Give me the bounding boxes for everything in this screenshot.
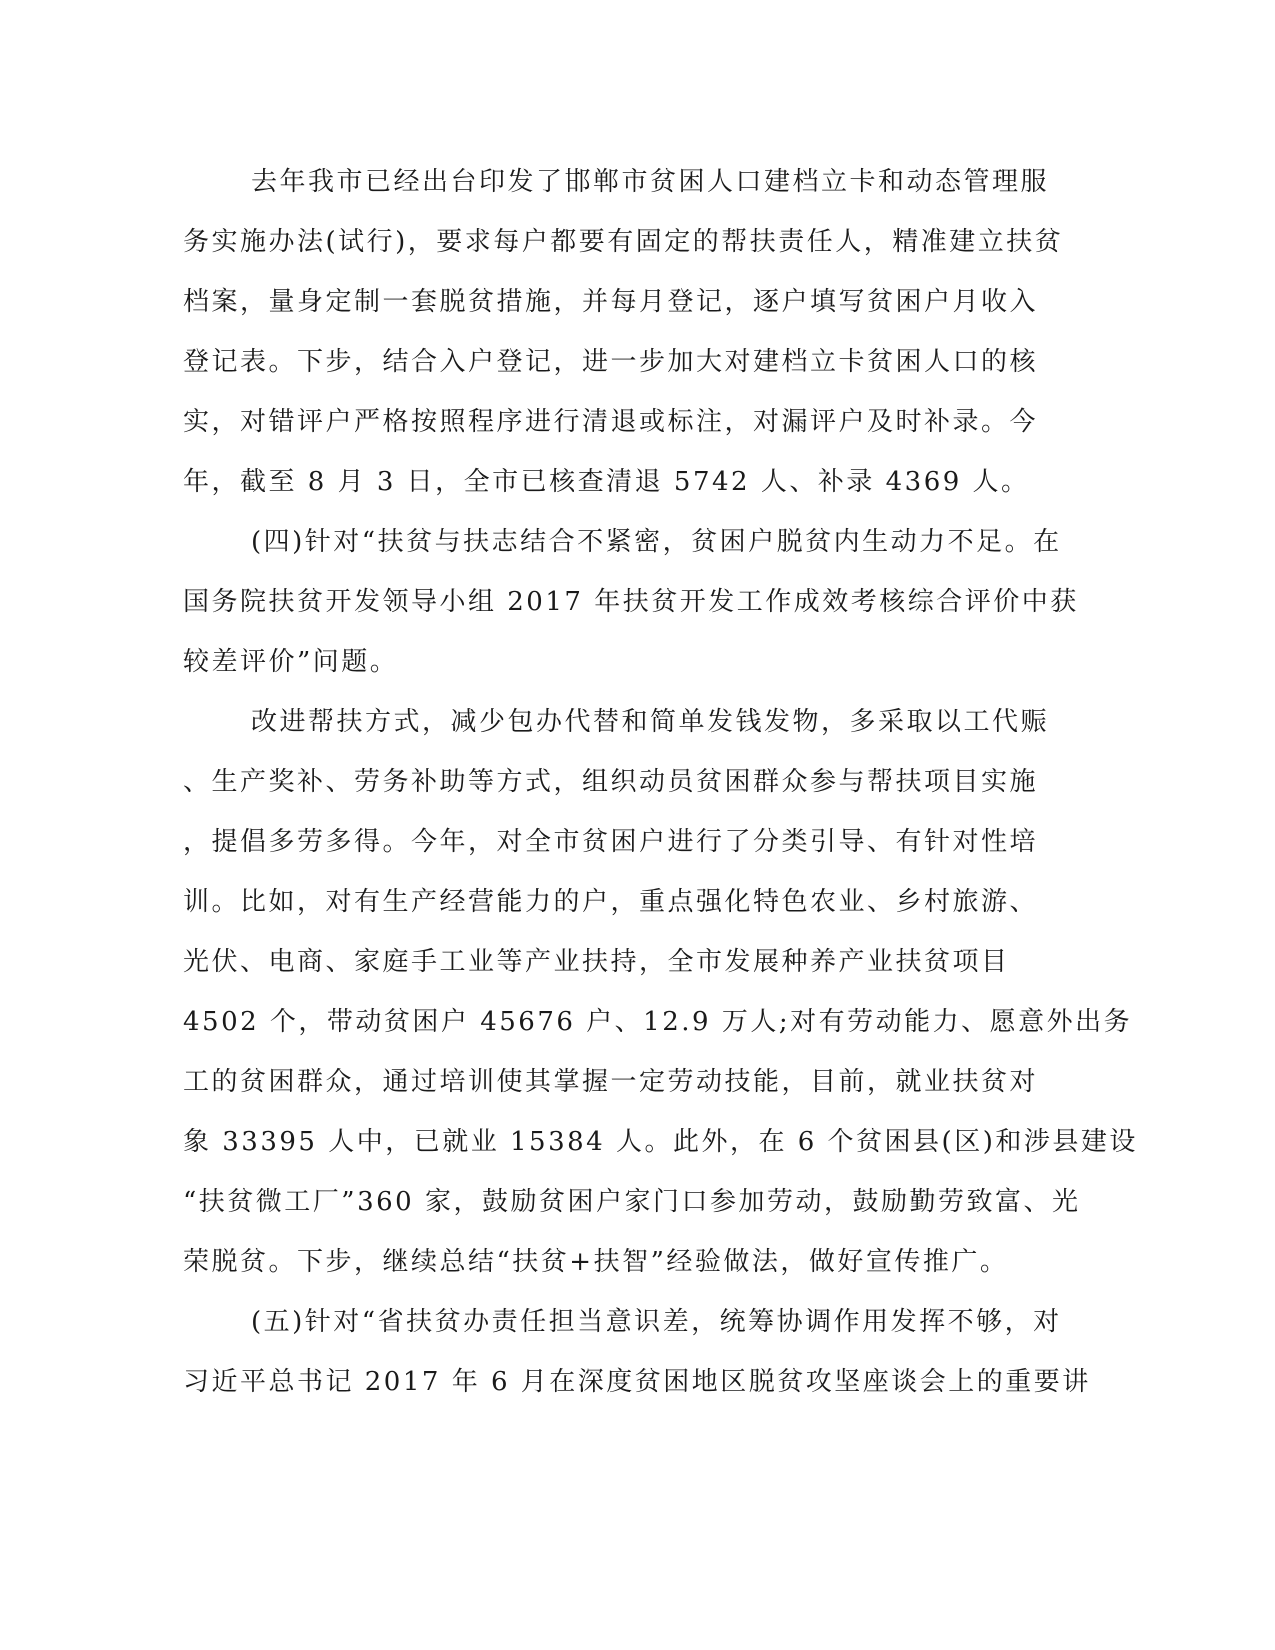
- paragraph-line: 实，对错评户严格按照程序进行清退或标注，对漏评户及时补录。今: [183, 407, 1039, 437]
- paragraph-line: 较差评价”问题。: [183, 647, 399, 677]
- paragraph-line: 、生产奖补、劳务补助等方式，组织动员贫困群众参与帮扶项目实施: [183, 767, 1039, 797]
- paragraph-line: 象 33395 人中，已就业 15384 人。此外，在 6 个贫困县(区)和涉县建设: [183, 1127, 1138, 1157]
- paragraph: [183, 1292, 1091, 1412]
- paragraph-line: 年，截至 8 月 3 日，全市已核查清退 5742 人、补录 4369 人。: [183, 467, 1030, 497]
- paragraph: [183, 692, 1138, 1292]
- paragraph: [183, 512, 1079, 692]
- paragraph-line: 改进帮扶方式，减少包办代替和简单发钱发物，多采取以工代赈: [251, 707, 1050, 737]
- paragraph-line: 档案，量身定制一套脱贫措施，并每月登记，逐户填写贫困户月收入: [183, 287, 1039, 317]
- paragraph-line: 工的贫困群众，通过培训使其掌握一定劳动技能，目前，就业扶贫对: [183, 1067, 1039, 1097]
- paragraph-line: 国务院扶贫开发领导小组 2017 年扶贫开发工作成效考核综合评价中获: [183, 587, 1079, 617]
- paragraph-line: 光伏、电商、家庭手工业等产业扶持，全市发展种养产业扶贫项目: [183, 947, 1010, 977]
- paragraph-line: 务实施办法(试行)，要求每户都要有固定的帮扶责任人，精准建立扶贫: [183, 227, 1064, 257]
- paragraph-line: (四)针对“扶贫与扶志结合不紧密，贫困户脱贫内生动力不足。在: [251, 527, 1062, 557]
- document-body: [183, 152, 1138, 1412]
- paragraph-line: 去年我市已经出台印发了邯郸市贫困人口建档立卡和动态管理服: [251, 167, 1050, 197]
- paragraph-line: 训。比如，对有生产经营能力的户，重点强化特色农业、乡村旅游、: [183, 887, 1039, 917]
- paragraph-line: 荣脱贫。下步，继续总结“扶贫+扶智”经验做法，做好宣传推广。: [183, 1247, 1009, 1277]
- paragraph-line: ，提倡多劳多得。今年，对全市贫困户进行了分类引导、有针对性培: [183, 827, 1039, 857]
- paragraph-line: 4502 个，带动贫困户 45676 户、12.9 万人;对有劳动能力、愿意外出务: [183, 1007, 1133, 1037]
- paragraph-line: “扶贫微工厂”360 家，鼓励贫困户家门口参加劳动，鼓励勤劳致富、光: [183, 1187, 1081, 1217]
- paragraph-line: (五)针对“省扶贫办责任担当意识差，统筹协调作用发挥不够，对: [251, 1307, 1062, 1337]
- paragraph-line: 登记表。下步，结合入户登记，进一步加大对建档立卡贫困人口的核: [183, 347, 1039, 377]
- paragraph-line: 习近平总书记 2017 年 6 月在深度贫困地区脱贫攻坚座谈会上的重要讲: [183, 1367, 1091, 1397]
- paragraph: [183, 152, 1064, 512]
